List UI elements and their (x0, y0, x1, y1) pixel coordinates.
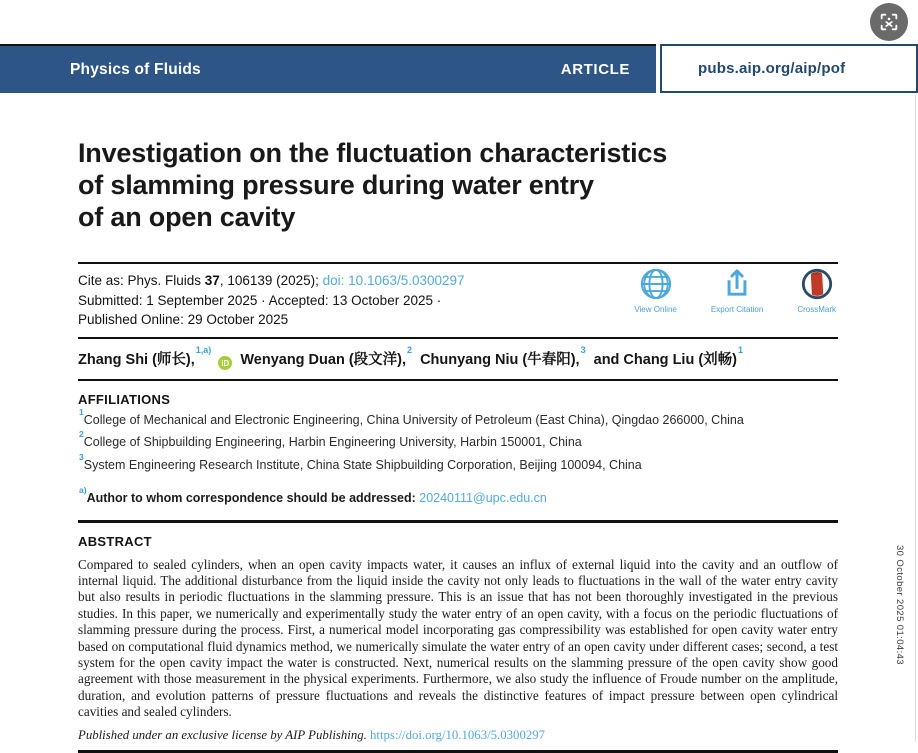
title-line-2: of slamming pressure during water entry (78, 170, 594, 200)
journal-title: Physics of Fluids (70, 60, 201, 78)
author-3-name: Chunyang Niu (牛春阳), (420, 351, 580, 368)
author-2-superscript: 2 (407, 344, 413, 355)
cite-suffix: , 106139 (2025); (219, 273, 323, 288)
citation-block (78, 264, 838, 337)
submitted-accepted-line: Submitted: 1 September 2025 · Accepted: 13 October 2025 · (78, 292, 442, 308)
author-3 (420, 344, 586, 368)
article-content (78, 93, 838, 753)
export-citation-button[interactable] (711, 267, 763, 314)
license-line (78, 728, 838, 743)
article-type-label: ARTICLE (560, 61, 630, 78)
crossmark-icon (800, 267, 834, 301)
doi-link[interactable]: doi: 10.1063/5.0300297 (322, 273, 465, 288)
paper-title (78, 137, 838, 233)
correspondence-email-link[interactable]: 20240111@upc.edu.cn (419, 491, 547, 506)
affiliation-2 (78, 429, 838, 452)
affiliation-3 (78, 452, 838, 475)
export-citation-label: Export Citation (710, 305, 764, 314)
scan-frame-icon (878, 11, 900, 33)
affiliation-3-superscript: 3 (79, 451, 84, 462)
export-icon (721, 267, 753, 301)
affiliations-heading: AFFILIATIONS (78, 391, 171, 407)
crossmark-label: CrossMark (797, 305, 836, 314)
author-1 (78, 344, 212, 368)
globe-icon (639, 267, 673, 301)
volume-number: 37 (204, 273, 220, 288)
cite-prefix: Cite as: Phys. Fluids (78, 273, 205, 288)
orcid-icon[interactable]: iD (218, 356, 232, 370)
author-list (78, 339, 838, 379)
affiliation-2-text: College of Shipbuilding Engineering, Harbin Engineering University, Harbin 150001, China (83, 435, 582, 450)
correspondence-superscript: a) (79, 485, 87, 496)
page-edge-line (915, 95, 916, 742)
footer-doi-link[interactable]: https://doi.org/10.1063/5.0300297 (370, 727, 546, 742)
journal-banner (0, 44, 656, 93)
download-timestamp: 30 October 2025 01:04:43 (894, 545, 905, 665)
correspondence-text: Author to whom correspondence should be addressed: (86, 491, 420, 506)
author-4-name: and Chang Liu (刘畅) (593, 351, 737, 368)
affiliation-1 (78, 407, 838, 430)
fullscreen-scan-button[interactable] (870, 3, 908, 41)
author-2 (240, 344, 413, 368)
abstract-heading: ABSTRACT (78, 533, 152, 549)
affiliation-2-superscript: 2 (79, 429, 84, 440)
divider-bottom (78, 750, 838, 753)
author-4 (593, 344, 744, 368)
affiliation-3-text: System Engineering Research Institute, China State Shipbuilding Corporation, Beijing 100094, China (83, 457, 642, 472)
affiliation-1-superscript: 1 (79, 406, 84, 417)
author-1-name: Zhang Shi (师长), (78, 351, 195, 368)
author-3-superscript: 3 (580, 344, 586, 355)
title-line-1: Investigation on the fluctuation characteristics (78, 138, 668, 168)
journal-url-box (660, 44, 918, 93)
title-line-3: of an open cavity (78, 202, 296, 232)
divider-abstract-top (78, 520, 838, 523)
article-action-icons (634, 267, 836, 314)
license-text: Published under an exclusive license by AIP Publishing. (78, 727, 367, 742)
abstract-text: Compared to sealed cylinders, when an open cavity impacts water, it causes an influx of external liquid into the cavity and an outflow of internal liquid. The additional disturbance from the liquid inside the cavity not only leads to fluctuations in the wall of the water entry cavity but also results in periodic fluctuations in the slamming pressure. This is an issue that has not been thoroughly investigated in the previous studies. In this paper, we numerically and experimentally study the water entry of an open cavity, with a focus on the periodic fluctuations of slamming pressure during the process. First, a numerical model incorporating gas compressibility was established for open cavity water entry based on computational fluid dynamics method, we numerically simulate the water entry of an open cavity under different cases; second, a test system for the open cavity impact the water is constructed. Next, numerical results on the slamming pressure of the open cavity show good agreement with those measurement in the physical experiments. Furthermore, we also study the influence of Froude number on the amplitude, duration, and evolution patterns of pressure fluctuations and reveals the distinctive features of impact pressure between open cylindrical cavities and sealed cylinders. (78, 556, 838, 720)
affiliation-1-text: College of Mechanical and Electronic Engineering, China University of Petroleum (East China), Qingdao 266000, China (83, 412, 744, 427)
correspondence-line (78, 485, 838, 506)
journal-header (0, 44, 918, 93)
journal-url[interactable]: pubs.aip.org/aip/pof (698, 60, 846, 77)
author-2-name: Wenyang Duan (段文洋), (240, 351, 407, 368)
author-1-superscript: 1,a) (195, 344, 212, 355)
crossmark-button[interactable] (797, 267, 836, 314)
published-online-line: Published Online: 29 October 2025 (78, 312, 289, 327)
view-online-button[interactable] (634, 267, 677, 314)
author-4-superscript: 1 (738, 344, 744, 355)
divider-authors-bottom (78, 379, 838, 381)
view-online-label: View Online (634, 305, 677, 314)
